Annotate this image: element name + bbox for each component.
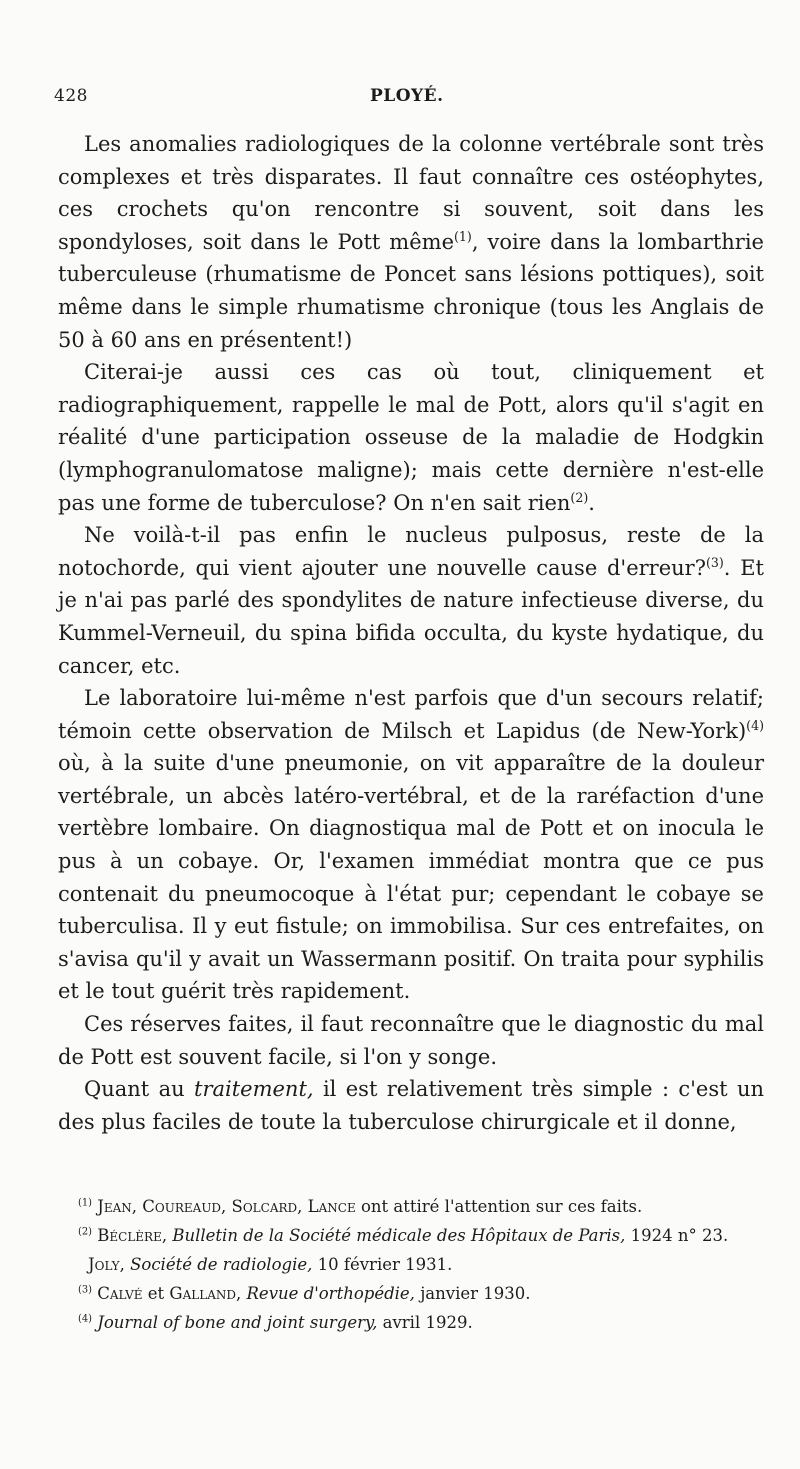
footnote-ref-4: (4) (746, 717, 764, 733)
footnote-1: $^{(1)}$ Jean, Coureaud, Solcard, Lance ont attiré l'attention sur ces faits. (78, 1197, 643, 1216)
paragraph-1: Les anomalies radiologiques de la colonne vertébrale sont très complexes et très disparates. Il faut connaître ces ostéophytes, ces crochets qu'on rencontre si souvent, soit dans les spondyloses, soit dans le Pott même$^{(1)}$, voire dans la lombarthrie tuberculeuse (rhumatisme de Poncet sans lésions pottiques), soit même dans le simple rhumatisme chronique (tous les Anglais de 50 à 60 ans en présentent!) (58, 132, 764, 352)
paragraph-5: Ces réserves faites, il faut reconnaître que le diagnostic du mal de Pott est souvent facile, si l'on y songe. (58, 1012, 764, 1069)
footnotes (78, 1192, 766, 1337)
footnote-2: $^{(2)}$ Béclère, Bulletin de la Société médicale des Hôpitaux de Paris, 1924 n° 23. (78, 1226, 729, 1245)
footnote-3: $^{(3)}$ Calvé et Galland, Revue d'orthopédie, janvier 1930. (78, 1284, 531, 1303)
paragraph-2: Citerai-je aussi ces cas où tout, cliniquement et radiographiquement, rappelle le mal de Pott, alors qu'il s'agit en réalité d'une participation osseuse de la maladie de Hodgkin (lymphogranulomatose maligne); mais cette dernière n'est-elle pas une forme de tuberculose? On n'en sait rien$^{(2)}$. (58, 360, 764, 515)
footnote-ref-3: (3) (705, 554, 724, 570)
running-title: PLOYÉ. (370, 86, 444, 106)
page-number: 428 (54, 86, 88, 106)
footnote-ref-2: (2) (570, 489, 589, 505)
paragraph-6: Quant au traitement, il est relativement très simple : c'est un des plus faciles de toute la tuberculose chirurgicale et il donne, (58, 1077, 764, 1134)
footnote-ref-1: (1) (454, 228, 472, 244)
paragraph-3: Ne voilà-t-il pas enfin le nucleus pulposus, reste de la notochorde, qui vient ajouter une nouvelle cause d'erreur?$^{(3)}$. Et je n'ai pas parlé des spondylites de nature infectieuse diverse, du Kummel-Verneuil, du spina bifida occulta, du kyste hydatique, du cancer, etc. (58, 523, 764, 678)
footnote-2b: Joly, Société de radiologie, 10 février 1931. (88, 1255, 453, 1274)
paragraph-4: Le laboratoire lui-même n'est parfois que d'un secours relatif; témoin cette observation de Milsch et Lapidus (de New-York)$^{(4)}$ où, à la suite d'une pneumonie, on vit apparaître de la douleur vertébrale, un abcès latéro-vertébral, et de la raréfaction d'une vertèbre lombaire. On diagnostiqua mal de Pott et on inocula le pus à un cobaye. Or, l'examen immédiat montra que ce pus contenait du pneumocoque à l'état pur; cependant le cobaye se tuberculisa. Il y eut fistule; on immobilisa. Sur ces entrefaites, on s'avisa qu'il y avait un Wassermann positif. On traita pour syphilis et le tout guérit très rapidement. (58, 686, 764, 1004)
footnote-4: $^{(4)}$ Journal of bone and joint surgery, avril 1929. (78, 1313, 473, 1332)
main-text (58, 128, 764, 1138)
